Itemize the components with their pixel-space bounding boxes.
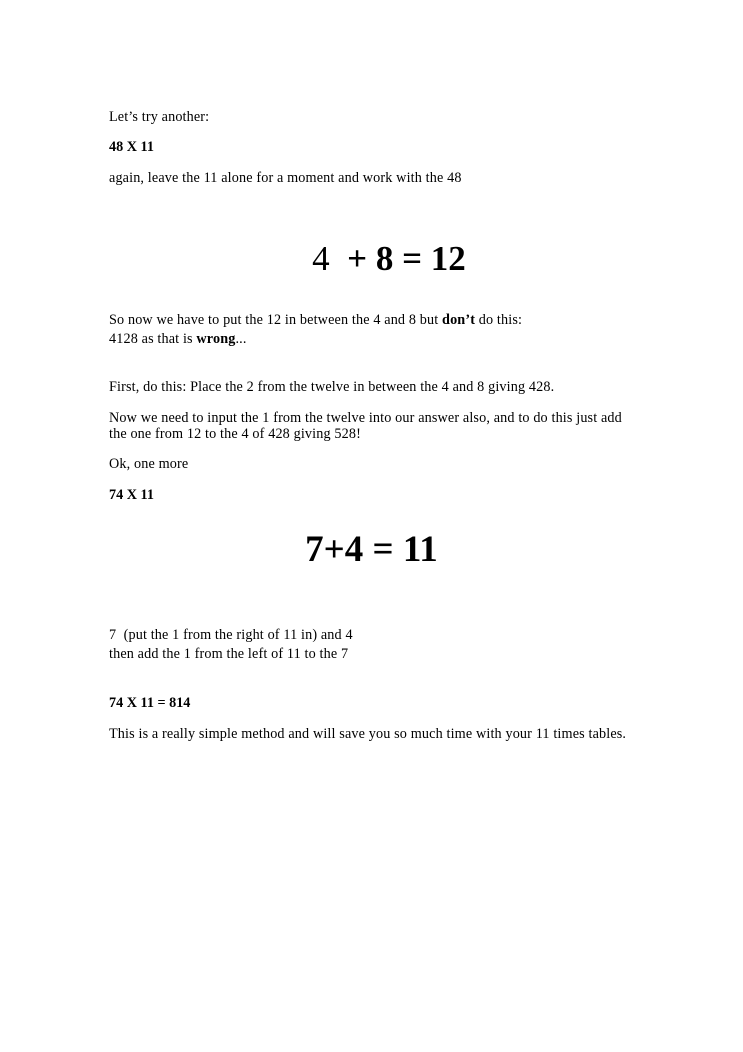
wrong-text-b: ... xyxy=(235,331,247,347)
ok-one-more-line: Ok, one more xyxy=(109,456,189,472)
wrong-text-a: 4128 as that is xyxy=(109,331,197,347)
problem-2-answer: 74 X 11 = 814 xyxy=(109,695,191,711)
problem-1-heading: 48 X 11 xyxy=(109,139,154,155)
warning-text-a: So now we have to put the 12 in between the 4 and 8 but xyxy=(109,312,443,328)
equation-2: 7+4 = 11 xyxy=(305,529,438,570)
warning-text-b: do this: xyxy=(475,312,523,328)
step-first-paragraph: First, do this: Place the 2 from the twelve in between the 4 and 8 giving 428. xyxy=(109,379,555,395)
equation-1-rest: + 8 = 12 xyxy=(338,239,466,278)
wrong-emphasis: wrong xyxy=(196,331,236,347)
closing-line: This is a really simple method and will save you so much time with your 11 times tables. xyxy=(109,726,627,742)
problem-1-instruction: again, leave the 11 alone for a moment and work with the 48 xyxy=(109,170,462,186)
warning-paragraph-line-1 xyxy=(109,311,522,331)
warning-paragraph-line-2 xyxy=(109,330,247,350)
equation-1 xyxy=(0,199,743,319)
problem-2-heading: 74 X 11 xyxy=(109,487,154,503)
dont-emphasis: don’t xyxy=(442,312,476,328)
explain-line-1: 7 (put the 1 from the right of 11 in) and 4 xyxy=(109,627,353,643)
equation-1-lead-term: 4 xyxy=(312,239,339,278)
intro-line: Let’s try another: xyxy=(109,109,210,125)
explain-line-2: then add the 1 from the left of 11 to the 7 xyxy=(109,646,349,662)
step-second-line-1: Now we need to input the 1 from the twelve into our answer also, and to do this just add xyxy=(109,410,622,426)
step-second-line-2: the one from 12 to the 4 of 428 giving 528! xyxy=(109,426,361,442)
